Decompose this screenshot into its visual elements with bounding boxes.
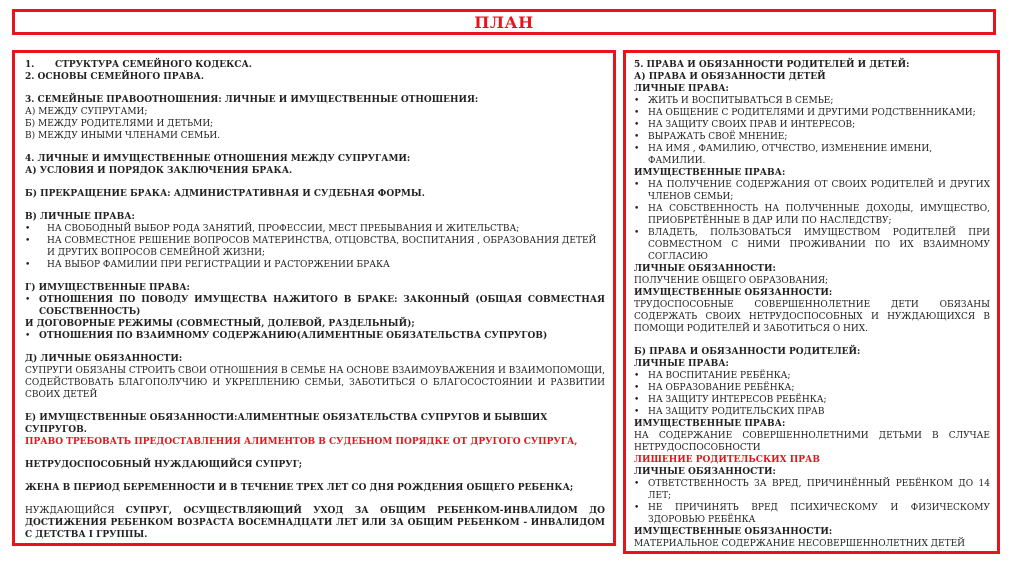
list-item: • НА ЗАЩИТУ РОДИТЕЛЬСКИХ ПРАВ	[634, 407, 825, 417]
list-item: • НА ОБРАЗОВАНИЕ РЕБЁНКА;	[634, 383, 795, 393]
bullet-icon: •	[634, 108, 640, 118]
left-panel	[12, 50, 616, 546]
bullet-icon: •	[634, 383, 640, 393]
item-5: 5. ПРАВА И ОБЯЗАННОСТИ РОДИТЕЛЕЙ И ДЕТЕЙ:	[634, 60, 910, 70]
parent-property-duties: МАТЕРИАЛЬНОЕ СОДЕРЖАНИЕ НЕСОВЕРШЕННОЛЕТНИХ ДЕТЕЙ	[634, 539, 966, 549]
parent-property-rights: НА СОДЕРЖАНИЕ СОВЕРШЕННОЛЕТНИМИ ДЕТЬМИ В СЛУЧАЕ НЕТРУДОСПОСОБНОСТИ	[634, 431, 990, 453]
list-item: • НА ВОСПИТАНИЕ РЕБЁНКА;	[634, 371, 791, 381]
bullet-icon: •	[634, 503, 640, 513]
list-item: • ОТНОШЕНИЯ ПО ПОВОДУ ИМУЩЕСТВА НАЖИТОГО В БРАКЕ: ЗАКОННЫЙ (ОБЩАЯ СОВМЕСТНАЯ СОБСТВЕННОСТЬ)	[25, 295, 605, 317]
bullet-icon: •	[25, 331, 31, 341]
list-item: • ВЛАДЕТЬ, ПОЛЬЗОВАТЬСЯ ИМУЩЕСТВОМ РОДИТЕЛЕЙ ПРИ СОВМЕСТНОМ С НИМИ ПРОЖИВАНИИ ПО ИХ ВЗАИМНОМУ СОГЛАСИЮ	[634, 228, 990, 262]
bullet-icon: •	[634, 96, 640, 106]
bullet-icon: •	[634, 371, 640, 381]
children-heading: А) ПРАВА И ОБЯЗАННОСТИ ДЕТЕЙ	[634, 72, 826, 82]
list-item: • ВЫРАЖАТЬ СВОЁ МНЕНИЕ;	[634, 132, 788, 142]
item-4a: А) УСЛОВИЯ И ПОРЯДОК ЗАКЛЮЧЕНИЯ БРАКА.	[25, 166, 293, 176]
page-title: ПЛАН	[474, 12, 534, 32]
item-3a: А) МЕЖДУ СУПРУГАМИ;	[25, 107, 148, 117]
personal-duties-text: СУПРУГИ ОБЯЗАНЫ СТРОИТЬ СВОИ ОТНОШЕНИЯ В СЕМЬЕ НА ОСНОВЕ ВЗАИМОУВАЖЕНИЯ И ВЗАИМОПОМОЩИ, СОДЕЙСТВОВАТЬ БЛАГОПОЛУЧИЮ И УКРЕПЛЕНИЮ СЕМЬИ, ЗАБОТИТЬСЯ О БЛАГОСОСТОЯНИИ И РАЗВИТИИ СВОИХ ДЕТЕЙ	[25, 366, 605, 400]
pregnant-wife: ЖЕНА В ПЕРИОД БЕРЕМЕННОСТИ И В ТЕЧЕНИЕ ТРЕХ ЛЕТ СО ДНЯ РОЖДЕНИЯ ОБЩЕГО РЕБЕНКА;	[25, 483, 574, 493]
list-item: • НА ПОЛУЧЕНИЕ СОДЕРЖАНИЯ ОТ СВОИХ РОДИТЕЛЕЙ И ДРУГИХ ЧЛЕНОВ СЕМЬИ;	[634, 180, 990, 202]
bullet-icon: •	[634, 180, 640, 190]
plan-title-box	[12, 9, 996, 35]
child-property-duties-heading: ИМУЩЕСТВЕННЫЕ ОБЯЗАННОСТИ:	[634, 288, 833, 298]
bullet-icon: •	[634, 120, 640, 130]
list-item: • ОТНОШЕНИЯ ПО ВЗАИМНОМУ СОДЕРЖАНИЮ(АЛИМЕНТНЫЕ ОБЯЗАТЕЛЬСТВА СУПРУГОВ)	[25, 331, 548, 341]
list-item: • НА ИМЯ , ФАМИЛИЮ, ОТЧЕСТВО, ИЗМЕНЕНИЕ ИМЕНИ, ФАМИЛИИ.	[634, 144, 933, 166]
bullet-icon: •	[634, 479, 640, 489]
needy-spouse: НЕТРУДОСПОСОБНЫЙ НУЖДАЮЩИЙСЯ СУПРУГ;	[25, 460, 303, 470]
item-4b: Б) ПРЕКРАЩЕНИЕ БРАКА: АДМИНИСТРАТИВНАЯ И СУДЕБНАЯ ФОРМЫ.	[25, 189, 425, 199]
parent-personal-rights-heading: ЛИЧНЫЕ ПРАВА:	[634, 359, 729, 369]
bullet-icon: •	[634, 395, 640, 405]
item-1	[25, 59, 605, 71]
bullet-icon: •	[25, 260, 31, 270]
parents-heading: Б) ПРАВА И ОБЯЗАННОСТИ РОДИТЕЛЕЙ:	[634, 347, 861, 357]
personal-duties-heading: Д) ЛИЧНЫЕ ОБЯЗАННОСТИ:	[25, 354, 183, 364]
list-item: • НА ЗАЩИТУ СВОИХ ПРАВ И ИНТЕРЕСОВ;	[634, 120, 856, 130]
parent-personal-duties-heading: ЛИЧНЫЕ ОБЯЗАННОСТИ:	[634, 467, 776, 477]
contract-regimes: И ДОГОВОРНЫЕ РЕЖИМЫ (СОВМЕСТНЫЙ, ДОЛЕВОЙ, РАЗДЕЛЬНЫЙ);	[25, 319, 415, 329]
item-4: 4. ЛИЧНЫЕ И ИМУЩЕСТВЕННЫЕ ОТНОШЕНИЯ МЕЖДУ СУПРУГАМИ:	[25, 154, 411, 164]
list-item: • ОТВЕТСТВЕННОСТЬ ЗА ВРЕД, ПРИЧИНЁННЫЙ РЕБЁНКОМ ДО 14 ЛЕТ;	[634, 479, 990, 501]
bullet-icon: •	[634, 204, 640, 214]
bullet-icon: •	[634, 144, 640, 154]
deprivation-of-rights: ЛИШЕНИЕ РОДИТЕЛЬСКИХ ПРАВ	[634, 455, 820, 465]
bullet-icon: •	[25, 224, 31, 234]
item-1-text: СТРУКТУРА СЕМЕЙНОГО КОДЕКСА.	[55, 60, 252, 70]
caregiving-spouse: НУЖДАЮЩИЙСЯ СУПРУГ, ОСУЩЕСТВЛЯЮЩИЙ УХОД ЗА ОБЩИМ РЕБЕНКОМ-ИНВАЛИДОМ ДО ДОСТИЖЕНИЯ РЕБЕНКОМ ВОЗРАСТА ВОСЕМНАДЦАТИ ЛЕТ ИЛИ ЗА ОБЩИМ РЕБЕНКОМ - ИНВАЛИДОМ С ДЕТСТВА I ГРУППЫ.	[25, 506, 605, 540]
parent-property-duties-heading: ИМУЩЕСТВЕННЫЕ ОБЯЗАННОСТИ:	[634, 527, 833, 537]
right-panel	[623, 50, 1000, 554]
list-item: • НЕ ПРИЧИНЯТЬ ВРЕД ПСИХИЧЕСКОМУ И ФИЗИЧЕСКОМУ ЗДОРОВЬЮ РЕБЁНКА	[634, 503, 990, 525]
list-item: • НА СОВМЕСТНОЕ РЕШЕНИЕ ВОПРОСОВ МАТЕРИНСТВА, ОТЦОВСТВА, ВОСПИТАНИЯ , ОБРАЗОВАНИЯ ДЕТЕЙ И ДРУГИХ ВОПРОСОВ СЕМЕЙНОЙ ЖИЗНИ;	[25, 236, 597, 258]
bullet-icon: •	[634, 407, 640, 417]
item-3b: Б) МЕЖДУ РОДИТЕЛЯМИ И ДЕТЬМИ;	[25, 119, 214, 129]
property-rights-heading: Г) ИМУЩЕСТВЕННЫЕ ПРАВА:	[25, 283, 190, 293]
item-1-number: 1.	[25, 60, 35, 70]
property-duties-heading: Е) ИМУЩЕСТВЕННЫЕ ОБЯЗАННОСТИ:АЛИМЕНТНЫЕ ОБЯЗАТЕЛЬСТВА СУПРУГОВ И БЫВШИХ СУПРУГОВ.	[25, 413, 548, 435]
list-item: • НА ВЫБОР ФАМИЛИИ ПРИ РЕГИСТРАЦИИ И РАСТОРЖЕНИИ БРАКА	[25, 260, 390, 270]
child-property-rights-heading: ИМУЩЕСТВЕННЫЕ ПРАВА:	[634, 168, 786, 178]
bullet-icon: •	[634, 228, 640, 238]
bullet-icon: •	[25, 236, 31, 246]
bullet-icon: •	[25, 295, 31, 305]
list-item: • НА ЗАЩИТУ ИНТЕРЕСОВ РЕБЁНКА;	[634, 395, 827, 405]
child-personal-rights-heading: ЛИЧНЫЕ ПРАВА:	[634, 84, 729, 94]
parent-property-rights-heading: ИМУЩЕСТВЕННЫЕ ПРАВА:	[634, 419, 786, 429]
child-personal-duties-heading: ЛИЧНЫЕ ОБЯЗАННОСТИ:	[634, 264, 776, 274]
list-item: • НА СВОБОДНЫЙ ВЫБОР РОДА ЗАНЯТИЙ, ПРОФЕССИИ, МЕСТ ПРЕБЫВАНИЯ И ЖИТЕЛЬСТВА;	[25, 224, 520, 234]
list-item: • НА ОБЩЕНИЕ С РОДИТЕЛЯМИ И ДРУГИМИ РОДСТВЕННИКАМИ;	[634, 108, 976, 118]
item-2: 2. ОСНОВЫ СЕМЕЙНОГО ПРАВА.	[25, 72, 204, 82]
item-3c: В) МЕЖДУ ИНЫМИ ЧЛЕНАМИ СЕМЬИ.	[25, 131, 221, 141]
item-3: 3. СЕМЕЙНЫЕ ПРАВООТНОШЕНИЯ: ЛИЧНЫЕ И ИМУЩЕСТВЕННЫЕ ОТНОШЕНИЯ:	[25, 95, 479, 105]
list-item: • НА СОБСТВЕННОСТЬ НА ПОЛУЧЕННЫЕ ДОХОДЫ, ИМУЩЕСТВО, ПРИОБРЕТЁННЫЕ В ДАР ИЛИ ПО НАСЛЕДСТВУ;	[634, 204, 990, 226]
child-personal-duties: ПОЛУЧЕНИЕ ОБЩЕГО ОБРАЗОВАНИЯ;	[634, 276, 829, 286]
list-item: • ЖИТЬ И ВОСПИТЫВАТЬСЯ В СЕМЬЕ;	[634, 96, 834, 106]
personal-rights-heading: В) ЛИЧНЫЕ ПРАВА:	[25, 212, 135, 222]
bullet-icon: •	[634, 132, 640, 142]
child-property-duties: ТРУДОСПОСОБНЫЕ СОВЕРШЕННОЛЕТНИЕ ДЕТИ ОБЯЗАНЫ СОДЕРЖАТЬ СВОИХ НЕТРУДОСПОСОБНЫХ И НУЖДАЮЩИХСЯ В ПОМОЩИ РОДИТЕЛЕЙ И ЗАБОТИТЬСЯ О НИХ.	[634, 300, 990, 334]
alimony-right: ПРАВО ТРЕБОВАТЬ ПРЕДОСТАВЛЕНИЯ АЛИМЕНТОВ В СУДЕБНОМ ПОРЯДКЕ ОТ ДРУГОГО СУПРУГА,	[25, 437, 578, 447]
